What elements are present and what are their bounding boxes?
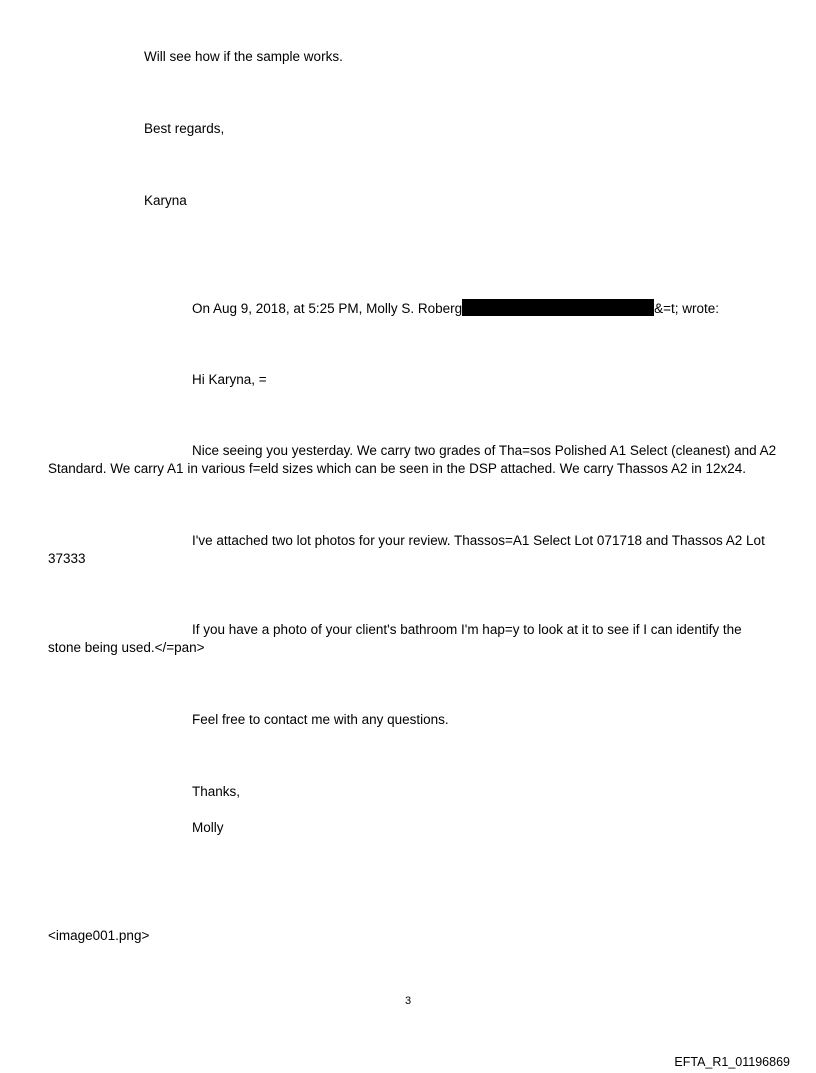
quoted-paragraph-lot-photos: I've attached two lot photos for your review. Thassos=A1 Select Lot 071718 and Thassos A2 Lot 37333 <box>48 533 765 566</box>
quoted-paragraph-contact: Feel free to contact me with any questions. <box>192 712 449 727</box>
quoted-signature: Molly <box>192 820 224 835</box>
email-sender-name: Karyna <box>144 193 187 208</box>
email-regards: Best regards, <box>144 121 225 136</box>
document-id: EFTA_R1_01196869 <box>674 1055 790 1069</box>
page-number: 3 <box>404 995 412 1007</box>
redaction-bar <box>462 299 654 316</box>
quoted-header-prefix: On Aug 9, 2018, at 5:25 PM, Molly S. Roberg <box>192 301 463 316</box>
quoted-header <box>192 299 719 318</box>
quoted-header-suffix: &=t; wrote: <box>654 301 720 316</box>
quoted-greeting: Hi Karyna, = <box>192 372 267 387</box>
email-line-sample: Will see how if the sample works. <box>144 49 343 64</box>
quoted-paragraph-bathroom: If you have a photo of your client's bathroom I'm hap=y to look at it to see if I can identify the stone being used.</=pan> <box>48 622 742 655</box>
attachment-placeholder: <image001.png> <box>48 928 150 943</box>
quoted-thanks: Thanks, <box>192 784 241 799</box>
quoted-paragraph-grades: Nice seeing you yesterday. We carry two grades of Tha=sos Polished A1 Select (cleanest) and A2 Standard. We carry A1 in various f=eld sizes which can be seen in the DSP attached. We carry Thassos A2 in 12x24. <box>48 443 777 476</box>
